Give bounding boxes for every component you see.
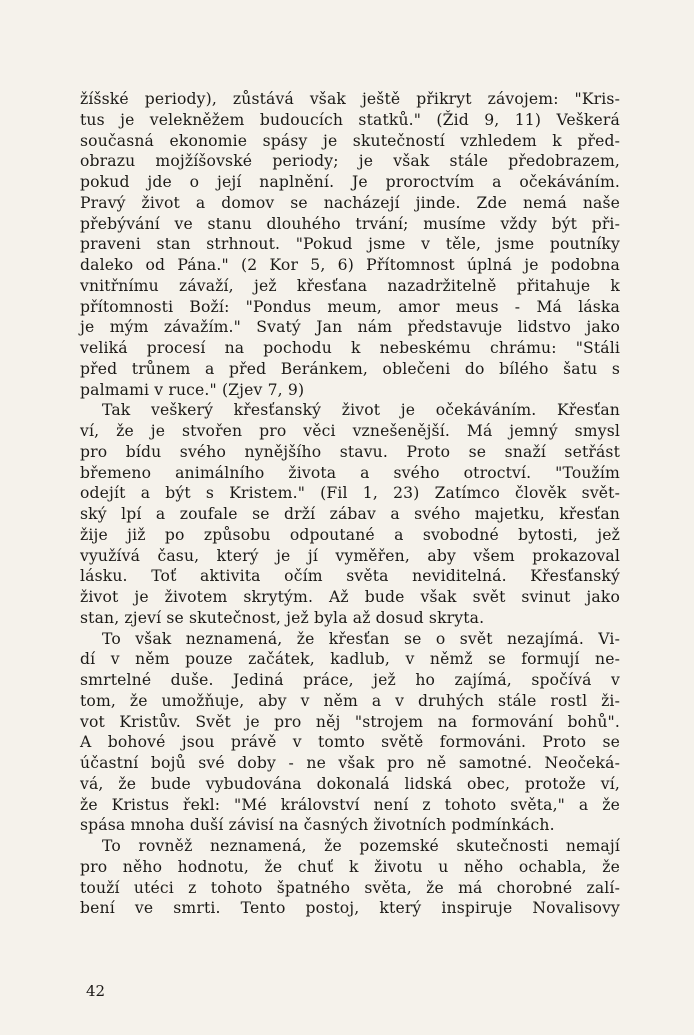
text-line: spása mnoha duší závisí na časných životních podmínkách. — [80, 816, 555, 835]
text-line: vá, že bude vybudována dokonalá lidská obec, protože ví, — [80, 774, 620, 793]
text-line: tom, že umožňuje, aby v něm a v druhých stále rostl ži- — [80, 691, 620, 710]
page-number: 42 — [86, 982, 106, 1000]
text-line: ský lpí a zoufale se drží zábav a svého majetku, křesťan — [80, 505, 620, 523]
text-line: pokud jde o její naplnění. Je proroctvím a očekáváním. — [80, 173, 620, 191]
text-line: Pravý život a domov se nacházejí jinde. Zde nemá naše — [80, 193, 620, 212]
text-line: Tak veškerý křesťanský život je očekáváním. Křesťan — [102, 401, 620, 420]
text-line: To však neznamená, že křesťan se o svět nezajímá. Vi- — [102, 629, 620, 648]
text-line: odejít a být s Kristem." (Fil 1, 23) Zatímco člověk svět- — [80, 484, 620, 503]
text-line: tus je velekněžem budoucích statků." (Žid 9, 11) Veškerá — [80, 110, 620, 129]
text-line: obrazu mojžíšovské periody; je však stále předobrazem, — [80, 152, 620, 171]
text-line: stan, zjeví se skutečnost, jež byla až dosud skryta. — [80, 608, 485, 627]
text-line: palmami v ruce." (Zjev 7, 9) — [80, 380, 305, 399]
text-line: smrtelné duše. Jediná práce, jež ho zajímá, spočívá v — [80, 671, 620, 689]
text-line: současná ekonomie spásy je skutečností vzhledem k před- — [80, 131, 620, 150]
text-line: pro bídu svého nynějšího stavu. Proto se snaží setřást — [80, 442, 620, 461]
text-line: daleko od Pána." (2 Kor 5, 6) Přítomnost úplná je podobna — [80, 256, 620, 274]
text-line: praveni stan strhnout. "Pokud jsme v těle, jsme poutníky — [80, 235, 620, 254]
text-line: žíšské periody), zůstává však ještě přikryt závojem: "Kris- — [80, 90, 620, 108]
text-line: ví, že je stvořen pro věci vznešenější. Má jemný smysl — [80, 422, 620, 440]
text-line: je mým závažím." Svatý Jan nám představuje lidstvo jako — [80, 318, 620, 337]
text-line: A bohové jsou právě v tomto světě formováni. Proto se — [80, 733, 620, 752]
text-line: vnitřnímu závaží, jež křesťana nazadržitelně přitahuje k — [80, 276, 620, 295]
text-line: přebývání ve stanu dlouhého trvání; musíme vždy být při- — [80, 214, 620, 233]
text-line: život je životem skrytým. Až bude však svět svinut jako — [80, 588, 620, 606]
text-line: To rovněž neznamená, že pozemské skutečnosti nemají — [102, 837, 620, 855]
body-text — [80, 89, 620, 919]
text-line: před trůnem a před Beránkem, oblečeni do bílého šatu s — [80, 359, 620, 378]
text-line: žije již po způsobu odpoutané a svobodné bytosti, jež — [80, 525, 620, 544]
text-line: vot Kristův. Svět je pro něj "strojem na formování bohů". — [80, 712, 620, 731]
text-line: dí v něm pouze začátek, kadlub, v němž se formují ne- — [80, 650, 620, 669]
text-line: veliká procesí na pochodu k nebeskému chrámu: "Stáli — [80, 339, 620, 357]
text-line: lásku. Toť aktivita očím světa neviditelná. Křesťanský — [80, 567, 620, 586]
text-line: touží utéci z tohoto špatného světa, že má chorobné zalí- — [80, 878, 620, 897]
text-line: účastní bojů své doby - ne však pro ně samotné. Neočeká- — [80, 754, 620, 772]
text-line: břemeno animálního života a svého otroctví. "Toužím — [80, 463, 620, 482]
text-line: bení ve smrti. Tento postoj, který inspiruje Novalisovy — [80, 899, 620, 918]
text-line: pro něho hodnotu, že chuť k životu u něho ochabla, že — [80, 857, 620, 876]
text-line: přítomnosti Boží: "Pondus meum, amor meus - Má láska — [80, 297, 620, 316]
text-line: že Kristus řekl: "Mé království není z tohoto světa," a že — [80, 795, 620, 814]
text-line: využívá času, který je jí vyměřen, aby všem prokazoval — [80, 546, 620, 565]
